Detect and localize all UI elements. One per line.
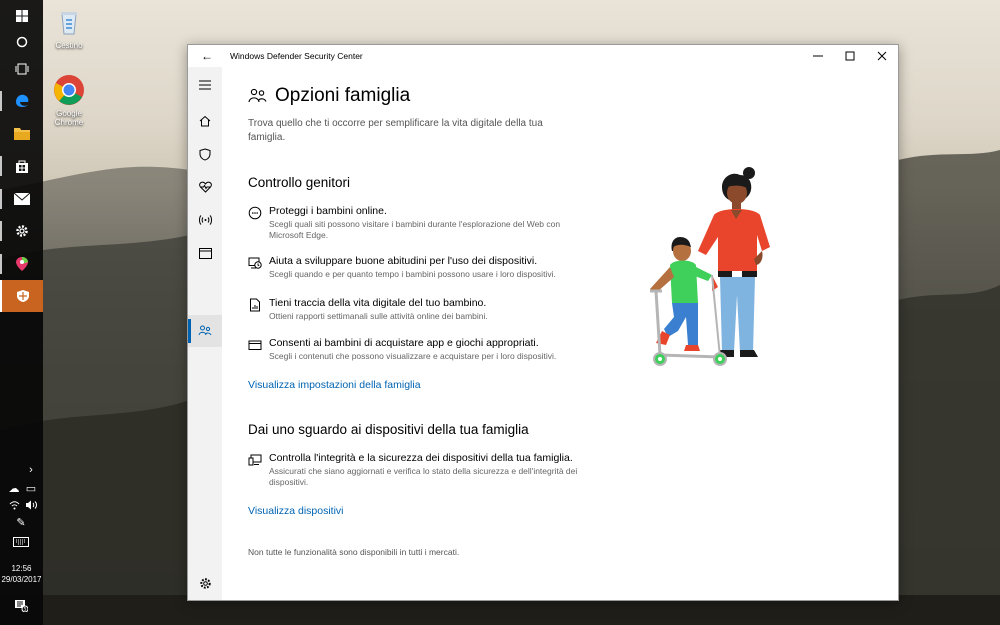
- maps-button[interactable]: [0, 248, 43, 280]
- clock-date[interactable]: 29/03/2017: [1, 575, 42, 584]
- desktop-icon-label: Google Chrome: [54, 109, 84, 127]
- nav-item-home[interactable]: [188, 105, 222, 137]
- feature-description: Scegli quali siti possono visitare i bambini durante l'esplorazione del Web con Microsoft Edge.: [269, 219, 561, 240]
- store-icon: [15, 159, 29, 173]
- window-title: Windows Defender Security Center: [230, 51, 363, 61]
- health-icon: [199, 181, 212, 193]
- mail-button[interactable]: [0, 183, 43, 215]
- family-illustration: [636, 167, 806, 379]
- menu-icon: [199, 80, 211, 90]
- network-icon: [199, 214, 212, 226]
- credit-card-icon: [248, 338, 262, 352]
- settings-icon: [15, 224, 29, 238]
- nav-settings-button[interactable]: [188, 567, 222, 599]
- wifi-icon[interactable]: [7, 498, 21, 512]
- feature-description: Scegli i contenuti che possono visualizzare e acquistare per i loro dispositivi.: [269, 351, 557, 361]
- maximize-icon: [845, 51, 855, 61]
- family-icon: [198, 325, 212, 337]
- report-icon: [248, 298, 262, 312]
- device-timer-icon: [248, 256, 262, 270]
- battery-icon[interactable]: ▭: [25, 482, 37, 495]
- feature-description: Scegli quando e per quanto tempo i bambini possono usare i loro dispositivi.: [269, 269, 556, 279]
- close-icon: [877, 51, 887, 61]
- task-view-icon: [15, 63, 29, 75]
- feature-title: Consenti ai bambini di acquistare app e giochi appropriati.: [269, 337, 539, 349]
- feature-title: Proteggi i bambini online.: [269, 205, 387, 217]
- recycle-bin-icon: [53, 6, 85, 38]
- nav-item-firewall-network[interactable]: [188, 204, 222, 236]
- family-icon: [248, 88, 267, 104]
- settings-button[interactable]: [0, 215, 43, 247]
- minimize-button[interactable]: [802, 45, 834, 67]
- action-center-icon[interactable]: [14, 598, 28, 612]
- maximize-button[interactable]: [834, 45, 866, 67]
- nav-item-virus-protection[interactable]: [188, 138, 222, 170]
- edge-icon: [14, 93, 30, 109]
- keyboard-icon[interactable]: [12, 535, 30, 549]
- cortana-icon: [16, 36, 28, 48]
- shield-icon: [199, 148, 211, 161]
- availability-footnote: Non tutte le funzionalità sono disponibili in tutti i mercati.: [248, 547, 460, 557]
- smile-icon: [248, 206, 262, 220]
- feature-description: Ottieni rapporti settimanali sulle attività online dei bambini.: [269, 311, 488, 321]
- onedrive-icon[interactable]: ☁: [8, 482, 20, 495]
- svg-text:5: 5: [23, 607, 27, 612]
- page-title-text: Opzioni famiglia: [275, 85, 411, 106]
- title-bar: [188, 45, 898, 67]
- edge-button[interactable]: [0, 85, 43, 117]
- chrome-icon: [53, 74, 85, 106]
- page-subtitle: Trova quello che ti occorre per semplificare la vita digitale della tua famiglia.: [248, 118, 543, 143]
- start-icon: [16, 10, 28, 22]
- page-title: [248, 85, 410, 107]
- volume-icon[interactable]: [24, 498, 38, 512]
- chevron-up-icon[interactable]: ›: [29, 464, 33, 476]
- desktop-icon-label: Cestino: [55, 41, 83, 50]
- defender-window: [187, 44, 899, 601]
- nav-item-device-health[interactable]: [188, 171, 222, 203]
- desktop-icon-recycle-bin[interactable]: [43, 6, 95, 50]
- parental-controls-heading: Controllo genitori: [248, 175, 351, 190]
- nav-menu-button[interactable]: [188, 69, 222, 101]
- desktop-icon-chrome[interactable]: [43, 74, 95, 127]
- defender-button[interactable]: [0, 280, 43, 312]
- app-browser-icon: [199, 248, 212, 259]
- back-button[interactable]: [198, 47, 216, 65]
- feature-title: Aiuta a sviluppare buone abitudini per l'uso dei dispositivi.: [269, 255, 538, 267]
- mail-icon: [14, 193, 30, 205]
- nav-item-family-options[interactable]: [188, 315, 222, 347]
- back-arrow-icon: ←: [201, 49, 213, 63]
- file-explorer-button[interactable]: [0, 117, 43, 149]
- maps-icon: [15, 256, 29, 272]
- close-button[interactable]: [866, 45, 898, 67]
- taskbar: [0, 0, 43, 625]
- view-devices-link[interactable]: Visualizza dispositivi: [248, 505, 344, 517]
- task-view-button[interactable]: [0, 53, 43, 85]
- nav-item-app-browser[interactable]: [188, 237, 222, 269]
- feature-title: Controlla l'integrità e la sicurezza dei dispositivi della tua famiglia.: [269, 452, 573, 464]
- family-settings-link[interactable]: Visualizza impostazioni della famiglia: [248, 379, 421, 391]
- feature-description: Assicurati che siano aggiornati e verifica lo stato della sicurezza e dell'integrità dei dispositivi.: [269, 466, 578, 487]
- family-devices-heading: Dai uno sguardo ai dispositivi della tua famiglia: [248, 422, 529, 437]
- feature-title: Tieni traccia della vita digitale del tuo bambino.: [269, 297, 487, 309]
- pen-icon[interactable]: ✎: [16, 516, 26, 529]
- file-explorer-icon: [14, 126, 30, 140]
- minimize-icon: [813, 51, 823, 61]
- defender-icon: [16, 289, 30, 303]
- clock-time[interactable]: 12:56: [11, 564, 32, 573]
- store-button[interactable]: [0, 150, 43, 182]
- home-icon: [199, 115, 211, 127]
- gear-icon: [199, 577, 212, 590]
- devices-icon: [248, 453, 262, 467]
- side-navigation: [188, 67, 222, 600]
